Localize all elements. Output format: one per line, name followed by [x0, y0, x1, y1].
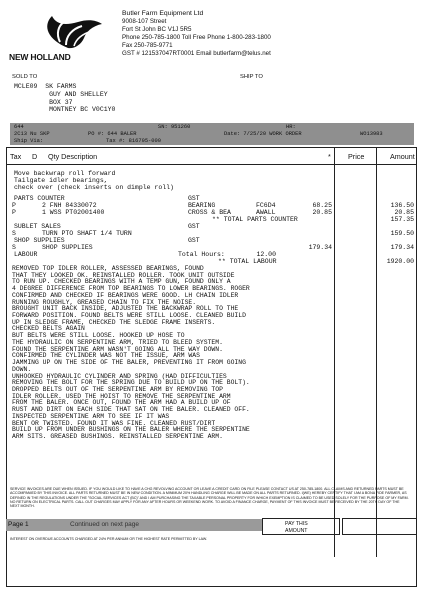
- dealer-fax: Fax 250-785-9771: [122, 42, 173, 49]
- gst-label: GST: [188, 237, 200, 244]
- part-amount: 136.50: [390, 202, 414, 209]
- work-order-number: WO13983: [360, 131, 383, 137]
- header-rule: [6, 164, 417, 165]
- column-headers: [6, 150, 417, 164]
- po-number: PO #: 644 BALER: [88, 131, 137, 137]
- gst-label: GST: [188, 195, 200, 202]
- col-qty-description: Qty Description: [48, 152, 98, 161]
- order-meta-band: [10, 123, 414, 145]
- total-hours: 12.00: [256, 251, 276, 258]
- customer-line: BOX 37: [14, 98, 73, 106]
- shop-amount: 179.34: [390, 244, 414, 251]
- dealer-phone: Phone 250-785-1800 Toll Free Phone 1-800-283-1800: [122, 34, 271, 41]
- job-line: Tailgate idler bearings,: [14, 177, 108, 184]
- customer-line: MONTNEY BC V0C1Y0: [14, 106, 116, 114]
- col-price: Price: [348, 152, 365, 161]
- tax-flag: P: [12, 209, 16, 216]
- new-holland-logo: [8, 12, 104, 66]
- part-code: FC6D4: [256, 202, 276, 209]
- leaf-emblem-icon: [8, 12, 104, 52]
- continued-note: Continued on next page: [70, 521, 140, 528]
- model-number: 644: [14, 124, 24, 130]
- terms-fine-print: SERVICE INVOICES ARE DUE WHEN ISSUED. IF YOU WOULD LIKE TO HAVE A CHG REVOLVING ACCOUNT OR LEAVE A CREDIT CARD ON FILE PLEASE CONTACT US AT 250-785-1800. ALL CLAIMS AND RETURNED PARTS MUST BE ACCOMPANIED BY THIS INVOICE. ALL PARTS RETURNED MUST BE IN NEW CONDITION. A MINIMUM 20% HANDLING CHARGE WILL BE MADE ON ALL PARTS RETURNED. I(WE) HEREBY CERTIFY THAT I AM A BONA FIDE FARMER, AS DEFINED IN THE REGULATIONS UNDER THE "SOCIAL SERVICES ACT (BC)" AND I AM PURCHASING THE TAXABLE PERSONAL PROPERTY FOR WHICH EXEMPTION IS CLAIMED TO BE USED SOLELY FOR THE PURPOSE OF MY FARM. NO RETURN ON ELECTRICAL PARTS. CALL OUT CHARGES MAY APPLY FOR ANY AFTER HOURS OR WEEKEND WORK. TO AVOID A FINANCE CHARGE, PAYMENT OF THIS INVOICE MUST BE RECEIVED BY THE 20TH DAY OF THE NEXT MONTH.: [10, 487, 409, 509]
- section-shop-supplies: SHOP SUPPLIES: [14, 237, 65, 244]
- ship-via: Ship Via:: [14, 138, 44, 144]
- dealer-city: Fort St John BC V1J 5R5: [122, 26, 192, 33]
- dealer-gst-email: GST # 121537047RT0001 Email butlerfarm@telus.net: [122, 50, 271, 57]
- dealer-name: Butler Farm Equipment Ltd: [122, 10, 204, 17]
- section-labour: LABOUR: [14, 251, 38, 258]
- job-line: check over (check inserts on dimple roll): [14, 184, 174, 191]
- shop-item: SHOP SUPPLIES: [42, 244, 93, 251]
- ship-to-label: SHIP TO: [240, 74, 263, 80]
- amount-label: AMOUNT: [285, 528, 308, 534]
- logo-wordmark: NEW HOLLAND: [9, 52, 71, 62]
- customer-line: MCLE09 SK FARMS: [14, 83, 77, 90]
- col-tax: Tax: [10, 152, 22, 161]
- pay-this-amount-box: [262, 518, 340, 535]
- work-notes: REMOVED TOP IDLER ROLLER, ASSESSED BEARINGS, FOUND THAT THEY LOOKED OK. REINSTALLED ROLLER. TOOK UNIT OUTSIDE TO RUN UP. CHECKED BEARINGS WITH A TEMP GUN, FOUND ONLY A 4 DEGREE DIFFERENCE FROM TOP BEARINGS TO LOWER BEARINGS. ROGER CONFIRMED AND CHECKED IF BEARINGS WERE GOOD. LH CHAIN IDLER RUNNING ROUGHLY, GREASED CHAIN TO FIX THE NOISE. BROUGHT UNIT BACK INSIDE, ADJUSTED THE BACKWRAP ROLL TO THE FORWARD POSITION. FOUND BELTS WERE STILL LOOSE. CLEANED BUILD UP IN SLEDGE FRAME, CHECKED THE SLEDGE FRAME INSERTS. CHECKED BELTS AGAIN BUT BELTS WERE STILL LOOSE. HOOKED UP HOSE TO THE HYDRAULIC ON SERPENTINE ARM, TRIED TO BLEED SYSTEM. FOUND THE SERPENTINE ARM WASN'T GOING ALL THE WAY DOWN. CONFIRMED THE CYLINDER WAS NOT THE ISSUE, ARM WAS JAMMING UP ON THE SIDE OF THE BALER, PREVENTING IT FROM GOING DOWN. UNHOOKED HYDRAULIC CYLINDER AND SPRING (HAD DIFFICULTIES REMOVING THE BOLT FOR THE SPRING DUE TO BUILD UP ON THE BOLT). DROPPED BELTS OUT OF THE SERPENTINE ARM BY REMOVING TOP IDLER ROLLER. USED THE HOIST TO REMOVE THE SERPENTINE ARM FROM THE BALER. ONCE OUT, FOUND THE ARM HAD A BUILD UP OF RUST AND DIRT ON EACH SIDE THAT SAT ON THE BALER. CLEANED OFF. INSPECTED SERPENTINE ARM TO SEE IF IT WAS BENT OR TWISTED. FOUND IT WAS FINE. CLEANED RUST/DIRT BUILD UP FROM UNDER BUSHINGS ON THE BALER WHERE THE SERPENTINE ARM SITS. GREASED BUSHINGS. REINSTALLED SERPENTINE ARM.: [12, 265, 250, 440]
- job-line: Move backwrap roll forward: [14, 170, 116, 177]
- total-labour-amount: 1920.00: [386, 258, 414, 265]
- customer-address: [14, 83, 115, 114]
- total-parts-label: ** TOTAL PARTS COUNTER: [212, 216, 298, 223]
- col-amount: Amount: [390, 152, 415, 161]
- sublet-amount: 159.50: [390, 230, 414, 237]
- part-description: CROSS & BEA: [188, 209, 231, 216]
- date-code: 2C13 Nu SKP: [14, 131, 50, 137]
- hours-label: HR:: [286, 124, 296, 130]
- sold-to-label: SOLD TO: [12, 74, 38, 80]
- order-date: Date: 7/25/20 WORK ORDER: [224, 131, 302, 137]
- shop-price: 179.34: [308, 244, 332, 251]
- gst-label: GST: [188, 223, 200, 230]
- tax-flag: S: [12, 230, 16, 237]
- part-price: 68.25: [312, 202, 332, 209]
- customer-line: GUY AND SHELLEY: [14, 90, 108, 98]
- col-star: *: [328, 152, 331, 161]
- part-price: 20.85: [312, 209, 332, 216]
- page-number: Page 1: [8, 521, 29, 528]
- section-parts-counter: PARTS COUNTER: [14, 195, 65, 202]
- dealer-info: [122, 10, 271, 58]
- tax-flag: S: [12, 244, 16, 251]
- total-parts-amount: 157.35: [390, 216, 414, 223]
- interest-notice: INTEREST ON OVERDUE ACCOUNTS CHARGED AT 24% PER ANNUM OR THE HIGHEST RATE PERMITTED BY LAW.: [10, 537, 208, 541]
- tax-number: Tax #: 816795-000: [106, 138, 161, 144]
- dealer-street: 9008-107 Street: [122, 18, 167, 25]
- part-amount: 20.85: [394, 209, 414, 216]
- serial-number: SN: 951260: [158, 124, 191, 130]
- part-description: BEARING: [188, 202, 216, 209]
- part-number: 2 FNH 84330072: [42, 202, 97, 209]
- section-sublet: SUBLET SALES: [14, 223, 61, 230]
- pay-amount-field: [342, 518, 417, 535]
- col-d: D: [32, 152, 38, 161]
- total-hours-label: Total Hours:: [178, 251, 225, 258]
- total-labour-label: ** TOTAL LABOUR: [218, 258, 277, 265]
- sublet-item: TURN PTO SHAFT 1/4 TURN: [42, 230, 132, 237]
- tax-flag: P: [12, 202, 16, 209]
- part-code: AWALL: [256, 209, 276, 216]
- pay-this-label: PAY THIS: [285, 521, 308, 527]
- part-number: 1 WSS PT02001400: [42, 209, 105, 216]
